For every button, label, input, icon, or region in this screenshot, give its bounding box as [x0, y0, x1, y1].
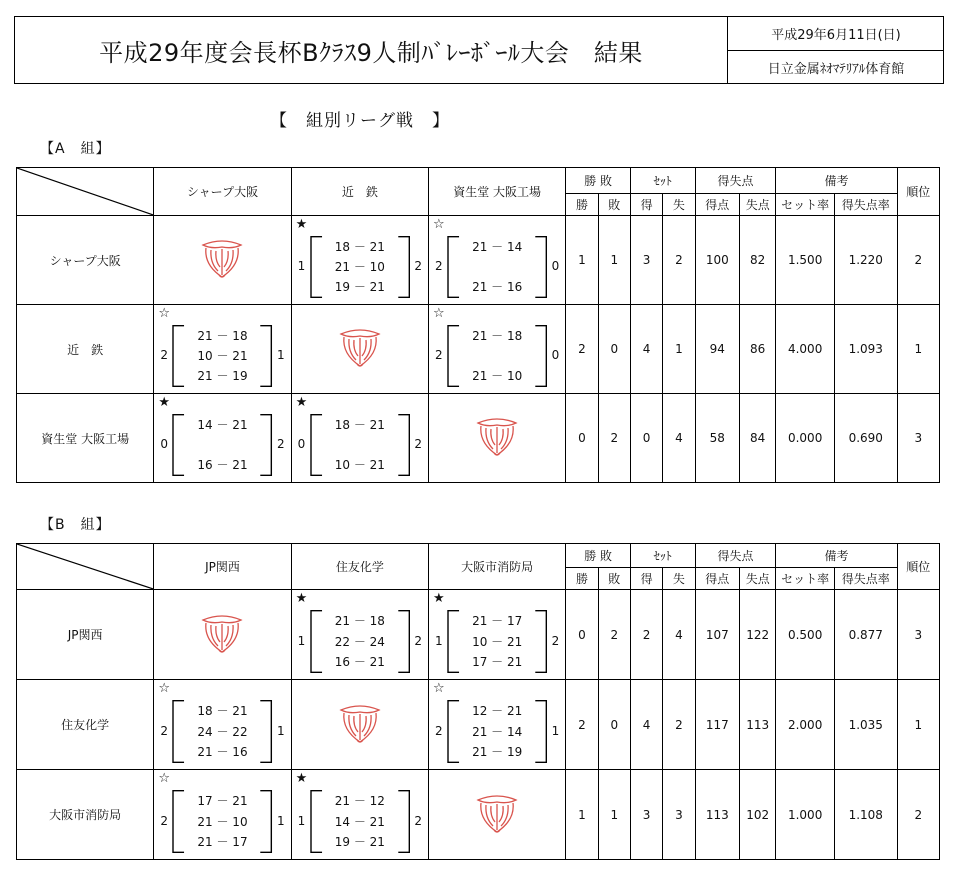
point-ratio-value: 1.108 [834, 770, 897, 860]
set-score: 10 － 21 [197, 349, 248, 363]
sets-won-count: 1 [297, 633, 306, 648]
association-emblem-icon [429, 417, 565, 459]
set-ratio-value: 0.500 [776, 590, 835, 680]
sets-won-count: 2 [160, 348, 168, 362]
rank-header: 順位 [897, 168, 939, 216]
points-against-value: 86 [740, 305, 776, 394]
filled-star-icon: ★ [295, 395, 308, 410]
sets-lost-header: 失 [663, 194, 695, 216]
score-bracket [310, 610, 410, 673]
row-team-name: JP関西 [17, 590, 154, 680]
sets-lost-header: 失 [663, 568, 695, 590]
sets-lost-value: 2 [663, 216, 695, 305]
association-emblem-icon [292, 704, 428, 746]
corner-diagonal-cell [17, 168, 154, 216]
set-score: 21 － 18 [334, 614, 385, 628]
set-ratio-header: セット率 [776, 568, 835, 590]
set-score: 21 － 14 [472, 724, 523, 739]
set-score: 24 － 22 [197, 724, 248, 739]
sets-won-header: 得 [630, 568, 662, 590]
score-bracket [172, 414, 272, 476]
match-result-cell [428, 590, 565, 680]
table-row [17, 680, 940, 770]
outline-star-icon: ☆ [432, 681, 445, 696]
set-score: 21 － 16 [472, 280, 523, 294]
sets-won-count: 1 [297, 813, 306, 828]
sets-won-value: 3 [630, 770, 662, 860]
self-match-cell [428, 770, 565, 860]
points-against-value: 122 [740, 590, 776, 680]
set-score: 17 － 21 [472, 655, 523, 669]
set-score: 21 － 17 [472, 614, 523, 628]
wins-value: 0 [566, 590, 598, 680]
event-date: 平成29年6月11日(日) [728, 17, 944, 51]
points-against-value: 113 [740, 680, 776, 770]
points-against-value: 102 [740, 770, 776, 860]
points-header: 得失点 [695, 544, 776, 568]
self-match-cell [428, 394, 565, 483]
score-bracket [447, 236, 547, 298]
set-score: 21 － 10 [472, 369, 523, 383]
set-score: 21 － 18 [472, 329, 523, 343]
sets-won-value: 2 [630, 590, 662, 680]
set-score: 21 － 19 [197, 369, 248, 383]
losses-value: 0 [598, 305, 630, 394]
win-loss-header: 勝 敗 [566, 168, 631, 194]
set-score: 16 － 21 [197, 458, 248, 472]
points-against-header: 失点 [740, 194, 776, 216]
match-result-cell [291, 394, 428, 483]
set-score: 17 － 21 [197, 794, 248, 808]
outline-star-icon: ☆ [158, 771, 170, 786]
column-team-header: JP関西 [154, 544, 291, 590]
points-header: 得失点 [695, 168, 776, 194]
outline-star-icon: ☆ [158, 681, 170, 696]
header-info [727, 17, 944, 83]
filled-star-icon: ★ [295, 217, 308, 232]
points-for-value: 107 [695, 590, 739, 680]
document-header [14, 16, 944, 84]
sets-lost-count: 2 [414, 813, 422, 828]
set-score: 16 － 21 [334, 655, 385, 669]
set-score: 22 － 24 [334, 634, 385, 649]
sets-lost-count: 1 [551, 723, 560, 738]
sets-won-count: 2 [434, 259, 443, 273]
sets-lost-count: 2 [551, 633, 560, 648]
wins-value: 2 [566, 680, 598, 770]
sets-won-count: 1 [297, 259, 306, 273]
sets-lost-count: 1 [277, 348, 285, 362]
column-team-header: 資生堂 大阪工場 [428, 168, 565, 216]
sets-won-count: 2 [160, 723, 168, 738]
score-bracket [172, 325, 272, 387]
score-bracket [447, 325, 547, 387]
association-emblem-icon [154, 239, 290, 281]
score-bracket [310, 414, 410, 476]
win-header: 勝 [566, 568, 598, 590]
set-score: 21 － 16 [197, 745, 248, 759]
sets-won-count: 2 [434, 723, 443, 738]
table-row [17, 770, 940, 860]
sets-lost-count: 1 [277, 723, 285, 738]
point-ratio-value: 1.220 [834, 216, 897, 305]
table-row [17, 590, 940, 680]
wins-value: 0 [566, 394, 598, 483]
filled-star-icon: ★ [295, 591, 308, 606]
sets-lost-value: 4 [663, 394, 695, 483]
loss-header: 敗 [598, 568, 630, 590]
score-bracket [172, 700, 272, 763]
losses-value: 1 [598, 770, 630, 860]
self-match-cell [154, 216, 291, 305]
sets-won-value: 0 [630, 394, 662, 483]
outline-star-icon: ☆ [158, 306, 170, 321]
table-row [17, 216, 940, 305]
set-score: 21 － 19 [472, 745, 523, 759]
point-ratio-header: 得失点率 [834, 194, 897, 216]
remarks-header: 備考 [776, 544, 897, 568]
rank-value: 2 [897, 770, 939, 860]
sets-lost-count: 0 [551, 259, 560, 273]
sets-lost-count: 2 [414, 259, 422, 273]
row-team-name: 大阪市消防局 [17, 770, 154, 860]
table-row [17, 394, 940, 483]
win-loss-header: 勝 敗 [566, 544, 631, 568]
group-a-label: 【A 組】 [40, 141, 111, 157]
sets-won-header: 得 [630, 194, 662, 216]
set-score [322, 436, 398, 454]
match-result-cell [291, 770, 428, 860]
set-score: 21 － 17 [197, 835, 248, 849]
table-row [17, 305, 940, 394]
match-result-cell [154, 680, 291, 770]
set-score: 19 － 21 [334, 280, 385, 294]
points-for-header: 得点 [695, 568, 739, 590]
points-against-value: 84 [740, 394, 776, 483]
sets-header: ｾｯﾄ [630, 168, 695, 194]
sets-lost-value: 3 [663, 770, 695, 860]
sets-lost-count: 0 [551, 348, 560, 362]
match-result-cell [291, 216, 428, 305]
sets-won-value: 4 [630, 305, 662, 394]
set-ratio-value: 0.000 [776, 394, 835, 483]
column-team-header: シャープ大阪 [154, 168, 291, 216]
self-match-cell [154, 590, 291, 680]
points-for-value: 117 [695, 680, 739, 770]
rank-value: 3 [897, 394, 939, 483]
point-ratio-value: 1.035 [834, 680, 897, 770]
outline-star-icon: ☆ [432, 217, 445, 232]
column-team-header: 大阪市消防局 [428, 544, 565, 590]
set-score: 18 － 21 [197, 704, 248, 718]
set-score [459, 347, 535, 365]
column-team-header: 近 鉄 [291, 168, 428, 216]
points-for-value: 113 [695, 770, 739, 860]
loss-header: 敗 [598, 194, 630, 216]
losses-value: 1 [598, 216, 630, 305]
point-ratio-header: 得失点率 [834, 568, 897, 590]
row-team-name: シャープ大阪 [17, 216, 154, 305]
sets-won-value: 4 [630, 680, 662, 770]
sets-won-count: 1 [434, 633, 443, 648]
match-result-cell [154, 770, 291, 860]
row-team-name: 資生堂 大阪工場 [17, 394, 154, 483]
sets-lost-count: 2 [414, 437, 422, 451]
event-venue: 日立金属ﾈｵﾏﾃﾘｱﾙ体育館 [767, 62, 905, 77]
sets-lost-count: 2 [277, 437, 285, 451]
set-score [459, 258, 535, 276]
association-emblem-icon [154, 614, 290, 656]
point-ratio-value: 0.877 [834, 590, 897, 680]
set-score: 21 － 18 [197, 329, 248, 343]
set-score: 21 － 10 [197, 814, 248, 829]
set-score: 10 － 21 [472, 634, 523, 649]
losses-value: 2 [598, 394, 630, 483]
points-against-header: 失点 [740, 568, 776, 590]
match-result-cell [154, 394, 291, 483]
rank-value: 2 [897, 216, 939, 305]
filled-star-icon: ★ [295, 771, 308, 786]
group-b-label: 【B 組】 [40, 517, 111, 533]
set-score: 21 － 14 [472, 240, 523, 254]
row-team-name: 近 鉄 [17, 305, 154, 394]
group-b-table [16, 543, 940, 860]
score-bracket [172, 790, 272, 853]
filled-star-icon: ★ [158, 395, 170, 410]
document-title: 平成29年度会長杯Bｸﾗｽ9人制ﾊﾞﾚｰﾎﾞｰﾙ大会 結果 [99, 38, 643, 67]
sets-won-value: 3 [630, 216, 662, 305]
points-for-header: 得点 [695, 194, 739, 216]
rank-header: 順位 [897, 544, 939, 590]
group-a-table [16, 167, 940, 483]
sets-won-count: 2 [434, 348, 443, 362]
set-ratio-header: セット率 [776, 194, 835, 216]
filled-star-icon: ★ [432, 591, 445, 606]
sets-lost-value: 4 [663, 590, 695, 680]
set-score [184, 436, 260, 454]
section-subtitle: 【 組別リーグ戦 】 [270, 111, 450, 131]
point-ratio-value: 1.093 [834, 305, 897, 394]
score-bracket [310, 236, 410, 298]
points-for-value: 58 [695, 394, 739, 483]
corner-diagonal-cell [17, 544, 154, 590]
wins-value: 1 [566, 770, 598, 860]
set-score: 19 － 21 [334, 835, 385, 849]
set-ratio-value: 4.000 [776, 305, 835, 394]
rank-value: 1 [897, 680, 939, 770]
points-for-value: 94 [695, 305, 739, 394]
sets-won-count: 0 [160, 437, 168, 451]
set-score: 18 － 21 [334, 418, 385, 432]
set-ratio-value: 2.000 [776, 680, 835, 770]
match-result-cell [291, 590, 428, 680]
rank-value: 1 [897, 305, 939, 394]
set-score: 21 － 12 [334, 794, 385, 808]
match-result-cell [428, 216, 565, 305]
sets-lost-count: 2 [414, 633, 422, 648]
association-emblem-icon [292, 328, 428, 370]
score-bracket [447, 610, 547, 673]
match-result-cell [154, 305, 291, 394]
column-team-header: 住友化学 [291, 544, 428, 590]
sets-lost-value: 2 [663, 680, 695, 770]
sets-won-count: 0 [297, 437, 306, 451]
set-ratio-value: 1.000 [776, 770, 835, 860]
losses-value: 0 [598, 680, 630, 770]
sets-header: ｾｯﾄ [630, 544, 695, 568]
score-bracket [447, 700, 547, 763]
set-score: 10 － 21 [334, 458, 385, 472]
losses-value: 2 [598, 590, 630, 680]
rank-value: 3 [897, 590, 939, 680]
wins-value: 2 [566, 305, 598, 394]
match-result-cell [428, 680, 565, 770]
row-team-name: 住友化学 [17, 680, 154, 770]
self-match-cell [291, 305, 428, 394]
sets-lost-count: 1 [277, 813, 285, 828]
set-ratio-value: 1.500 [776, 216, 835, 305]
outline-star-icon: ☆ [432, 306, 445, 321]
association-emblem-icon [429, 794, 565, 836]
sets-lost-value: 1 [663, 305, 695, 394]
set-score: 21 － 10 [334, 260, 385, 274]
match-result-cell [428, 305, 565, 394]
points-against-value: 82 [740, 216, 776, 305]
sets-won-count: 2 [160, 813, 168, 828]
set-score: 18 － 21 [334, 240, 385, 254]
set-score: 14 － 21 [334, 814, 385, 829]
set-score: 14 － 21 [197, 418, 248, 432]
remarks-header: 備考 [776, 168, 897, 194]
points-for-value: 100 [695, 216, 739, 305]
win-header: 勝 [566, 194, 598, 216]
self-match-cell [291, 680, 428, 770]
point-ratio-value: 0.690 [834, 394, 897, 483]
wins-value: 1 [566, 216, 598, 305]
set-score: 12 － 21 [472, 704, 523, 718]
score-bracket [310, 790, 410, 853]
